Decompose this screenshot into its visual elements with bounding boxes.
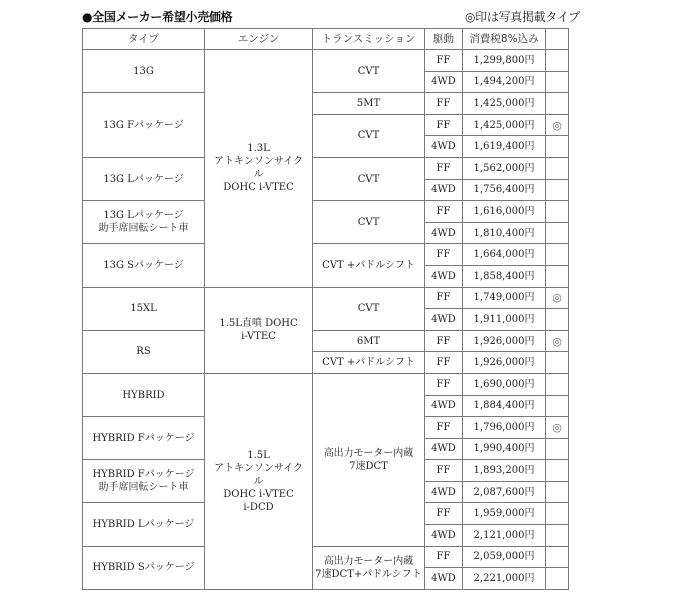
table-row: [83, 201, 569, 223]
type-cell: [83, 50, 205, 93]
engine-line: 1.3L: [247, 143, 270, 155]
price-cell: 1,664,000円: [463, 244, 546, 266]
photo-mark-cell: ◎: [546, 287, 569, 309]
type-cell: [83, 503, 205, 546]
drive-cell: FF: [425, 460, 463, 482]
table-row: [83, 330, 569, 352]
type-cell: [83, 417, 205, 460]
transmission-line: 7速DCT+パドルシフト: [315, 568, 422, 580]
transmission-line: CVT: [357, 216, 380, 228]
drive-cell: 4WD: [425, 179, 463, 201]
photo-mark-cell: [546, 503, 569, 525]
transmission-line: 高出力モーター内蔵: [323, 555, 414, 567]
type-cell: [83, 244, 205, 287]
engine-line: i-DCD: [243, 501, 274, 513]
price-cell: 1,749,000円: [463, 287, 546, 309]
type-line: HYBRID Fパッケージ: [92, 432, 195, 444]
transmission-line: 7速DCT: [349, 460, 388, 472]
drive-cell: FF: [425, 330, 463, 352]
transmission-cell: [313, 352, 425, 374]
photo-mark-cell: [546, 136, 569, 158]
table-row: [83, 157, 569, 179]
transmission-line: CVT: [357, 303, 380, 315]
photo-note: ◎印は写真掲載タイプ: [465, 10, 580, 24]
drive-cell: FF: [425, 157, 463, 179]
header-price: 消費税8%込み: [463, 29, 546, 50]
price-cell: 1,911,000円: [463, 309, 546, 331]
photo-mark-cell: ◎: [546, 330, 569, 352]
drive-cell: 4WD: [425, 265, 463, 287]
header-engine: エンジン: [205, 29, 313, 50]
price-cell: 2,221,000円: [463, 568, 546, 590]
price-cell: 1,926,000円: [463, 352, 546, 374]
transmission-cell: [313, 287, 425, 330]
drive-cell: FF: [425, 244, 463, 266]
engine-line: アトキンソンサイク: [214, 156, 303, 168]
photo-mark-cell: [546, 244, 569, 266]
type-cell: [83, 546, 205, 589]
drive-cell: 4WD: [425, 481, 463, 503]
photo-mark-cell: [546, 93, 569, 115]
photo-mark-cell: [546, 157, 569, 179]
price-cell: 1,756,400円: [463, 179, 546, 201]
header-row: [83, 29, 569, 50]
type-line: 13G: [133, 65, 154, 77]
price-cell: 1,425,000円: [463, 93, 546, 115]
header-type: タイプ: [83, 29, 205, 50]
engine-line: DOHC i-VTEC: [223, 182, 294, 194]
header-drive: 駆動: [425, 29, 463, 50]
drive-cell: 4WD: [425, 525, 463, 547]
photo-mark-cell: [546, 481, 569, 503]
type-line: 13G Sパッケージ: [103, 259, 184, 271]
price-cell: 2,121,000円: [463, 525, 546, 547]
photo-mark-cell: [546, 525, 569, 547]
price-cell: 1,619,400円: [463, 136, 546, 158]
engine-line: ル: [253, 169, 264, 181]
drive-cell: FF: [425, 201, 463, 223]
drive-cell: FF: [425, 546, 463, 568]
price-table: [82, 28, 569, 590]
type-cell: [83, 460, 205, 503]
price-cell: 1,425,000円: [463, 114, 546, 136]
engine-line: 1.5L直噴 DOHC: [219, 318, 298, 330]
type-line: 13G Lパッケージ: [103, 210, 184, 222]
engine-line: 1.5L: [247, 449, 270, 461]
photo-mark-cell: [546, 222, 569, 244]
price-table-body: [83, 50, 569, 590]
price-cell: 1,690,000円: [463, 373, 546, 395]
photo-mark-cell: [546, 71, 569, 93]
transmission-cell: [313, 114, 425, 157]
price-cell: 2,059,000円: [463, 546, 546, 568]
price-cell: 1,562,000円: [463, 157, 546, 179]
transmission-cell: [313, 157, 425, 200]
table-row: [83, 546, 569, 568]
page-title: ●全国メーカー希望小売価格: [82, 10, 233, 24]
engine-cell: [205, 373, 313, 589]
transmission-line: CVT +パドルシフト: [322, 259, 415, 271]
transmission-line: CVT: [357, 173, 380, 185]
transmission-cell: [313, 244, 425, 287]
photo-mark-cell: [546, 352, 569, 374]
transmission-cell: [313, 330, 425, 352]
photo-mark-cell: [546, 568, 569, 590]
price-cell: 1,990,400円: [463, 438, 546, 460]
price-cell: 1,959,000円: [463, 503, 546, 525]
type-cell: [83, 287, 205, 330]
price-cell: 2,087,600円: [463, 481, 546, 503]
type-cell: [83, 93, 205, 158]
drive-cell: 4WD: [425, 395, 463, 417]
engine-line: i-VTEC: [241, 331, 276, 343]
photo-mark-cell: [546, 373, 569, 395]
drive-cell: 4WD: [425, 71, 463, 93]
transmission-line: CVT +パドルシフト: [322, 357, 415, 369]
drive-cell: FF: [425, 93, 463, 115]
type-line: HYBRID: [122, 389, 165, 401]
transmission-line: 6MT: [356, 335, 381, 347]
type-line: 助手席回転シート車: [98, 482, 189, 494]
photo-mark-cell: [546, 460, 569, 482]
photo-mark-cell: [546, 546, 569, 568]
drive-cell: 4WD: [425, 438, 463, 460]
drive-cell: 4WD: [425, 309, 463, 331]
drive-cell: FF: [425, 287, 463, 309]
type-line: 15XL: [130, 303, 157, 315]
drive-cell: 4WD: [425, 136, 463, 158]
engine-line: DOHC i-VTEC: [223, 488, 294, 500]
table-row: [83, 373, 569, 395]
type-cell: [83, 330, 205, 373]
engine-line: ル: [253, 475, 264, 487]
transmission-line: CVT: [357, 130, 380, 142]
type-line: HYBRID Sパッケージ: [92, 562, 195, 574]
type-cell: [83, 201, 205, 244]
transmission-cell: [313, 546, 425, 589]
price-cell: 1,884,400円: [463, 395, 546, 417]
engine-line: アトキンソンサイク: [214, 462, 303, 474]
transmission-line: 高出力モーター内蔵: [323, 447, 414, 459]
drive-cell: FF: [425, 503, 463, 525]
type-line: HYBRID Lパッケージ: [92, 519, 195, 531]
drive-cell: FF: [425, 373, 463, 395]
transmission-cell: [313, 93, 425, 115]
photo-mark-cell: [546, 201, 569, 223]
header-mark: [546, 29, 569, 50]
engine-cell: [205, 50, 313, 288]
header-transmission: トランスミッション: [313, 29, 425, 50]
type-line: HYBRID Fパッケージ: [92, 469, 195, 481]
drive-cell: FF: [425, 114, 463, 136]
drive-cell: FF: [425, 417, 463, 439]
price-cell: 1,810,400円: [463, 222, 546, 244]
drive-cell: 4WD: [425, 222, 463, 244]
photo-mark-cell: [546, 309, 569, 331]
photo-mark-cell: ◎: [546, 114, 569, 136]
type-line: 助手席回転シート車: [98, 223, 189, 235]
price-cell: 1,926,000円: [463, 330, 546, 352]
photo-mark-cell: [546, 438, 569, 460]
photo-mark-cell: [546, 50, 569, 72]
price-cell: 1,616,000円: [463, 201, 546, 223]
transmission-line: CVT: [357, 65, 380, 77]
type-line: 13G Lパッケージ: [103, 173, 184, 185]
photo-mark-cell: [546, 179, 569, 201]
type-line: 13G Fパッケージ: [103, 119, 184, 131]
price-cell: 1,299,800円: [463, 50, 546, 72]
table-row: [83, 244, 569, 266]
transmission-line: 5MT: [356, 97, 381, 109]
price-cell: 1,858,400円: [463, 265, 546, 287]
type-cell: [83, 373, 205, 416]
type-cell: [83, 157, 205, 200]
transmission-cell: [313, 201, 425, 244]
drive-cell: FF: [425, 50, 463, 72]
photo-mark-cell: [546, 265, 569, 287]
table-row: [83, 93, 569, 115]
engine-cell: [205, 287, 313, 373]
transmission-cell: [313, 373, 425, 546]
price-cell: 1,893,200円: [463, 460, 546, 482]
price-cell: 1,494,200円: [463, 71, 546, 93]
photo-mark-cell: [546, 395, 569, 417]
photo-mark-cell: ◎: [546, 417, 569, 439]
drive-cell: FF: [425, 352, 463, 374]
transmission-cell: [313, 50, 425, 93]
type-line: RS: [136, 346, 151, 358]
table-row: [83, 287, 569, 309]
drive-cell: 4WD: [425, 568, 463, 590]
table-row: [83, 50, 569, 72]
price-cell: 1,796,000円: [463, 417, 546, 439]
